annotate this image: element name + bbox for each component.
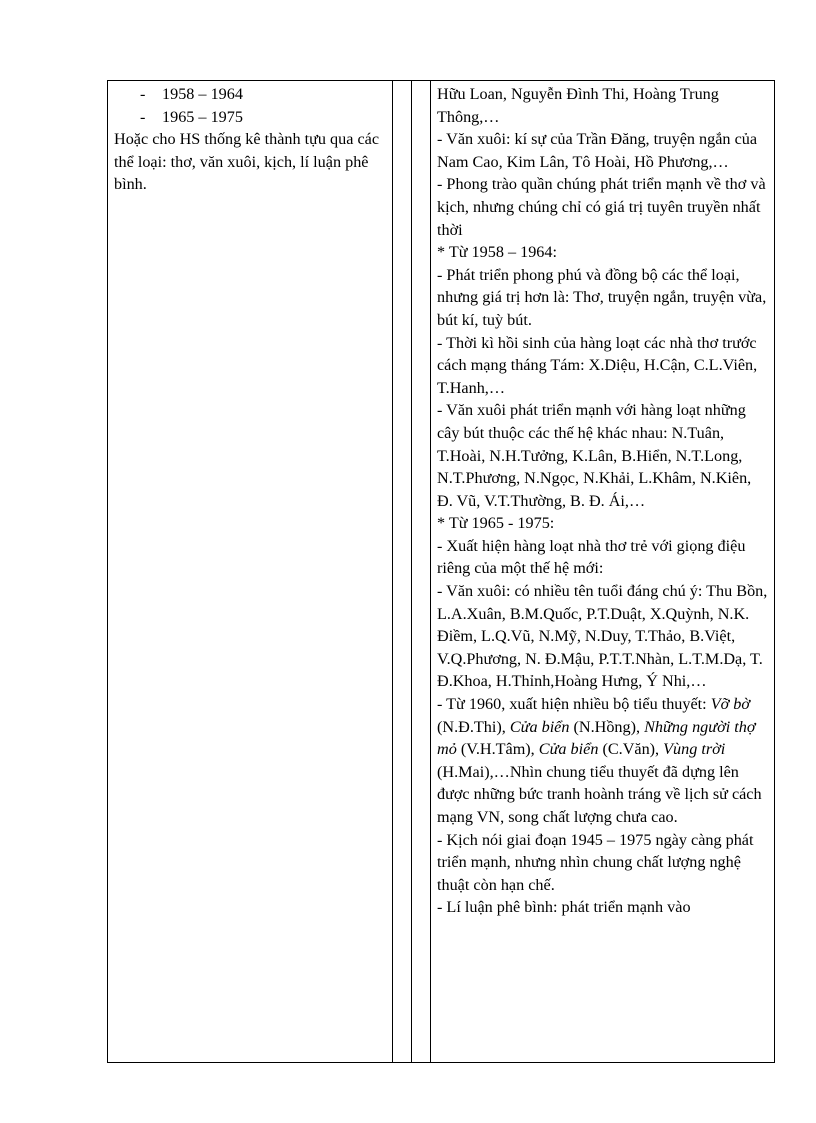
paragraph: - Phát triển phong phú và đồng bộ các thể loại, nhưng giá trị hơn là: Thơ, truyện ngắn, truyện vừa, bút kí, tuỳ bút. <box>437 265 767 329</box>
bullet-dash: - <box>140 107 146 126</box>
empty-cell <box>393 81 412 1063</box>
paragraph: Hữu Loan, Nguyễn Đình Thi, Hoàng Trung Thông,… <box>437 85 719 126</box>
work-title: Vùng trời <box>663 740 726 759</box>
period-item <box>114 83 386 106</box>
section-heading: * Từ 1958 – 1964: <box>437 243 557 262</box>
table-row <box>108 81 775 1063</box>
activity-cell <box>108 81 393 1063</box>
work-title: Những người thợ mỏ <box>437 717 756 759</box>
paragraph: - Văn xuôi: kí sự của Trần Đăng, truyện ngắn của Nam Cao, Kim Lân, Tô Hoài, Hồ Phương,… <box>437 130 758 171</box>
paragraph: - Phong trào quần chúng phát triển mạnh về thơ và kịch, nhưng chúng chỉ có giá trị tuyên truyền nhất thời <box>437 175 766 239</box>
text-run: (V.H.Tâm), <box>456 740 539 759</box>
lesson-table <box>107 80 775 1063</box>
paragraph: - Văn xuôi phát triển mạnh với hàng loạt những cây bút thuộc các thế hệ khác nhau: N.Tuân, T.Hoài, N.H.Tưởng, K.Lân, B.Hiển, N.T.Long, N.T.Phương, N.Ngọc, N.Khải, L.Khâm, N.Kiên, Đ. Vũ, V.T.Thường, B. Đ. Ái,… <box>437 401 752 510</box>
paragraph-novels <box>437 693 770 829</box>
work-title: Cửa biển <box>509 717 570 736</box>
paragraph: - Thời kì hồi sinh của hàng loạt các nhà thơ trước cách mạng tháng Tám: X.Diệu, H.Cận, C.L.Viên, T.Hanh,… <box>437 333 758 397</box>
work-title: Vỡ bờ <box>710 695 751 714</box>
text-run: (H.Mai),…Nhìn chung tiểu thuyết đã dựng lên được những bức tranh hoành tráng về lịch sử cách mạng VN, song chất lượng chưa cao. <box>437 762 762 826</box>
paragraph: - Lí luận phê bình: phát triển mạnh vào <box>437 898 691 917</box>
content-cell <box>431 81 775 1063</box>
empty-cell <box>412 81 431 1063</box>
period-label: 1958 – 1964 <box>162 85 243 103</box>
period-list <box>114 83 386 128</box>
paragraph: - Kịch nói giai đoạn 1945 – 1975 ngày càng phát triển mạnh, nhưng nhìn chung chất lượng nghệ thuật còn hạn chế. <box>437 830 754 894</box>
text-run: (N.Đ.Thi), <box>437 717 510 736</box>
period-item <box>114 106 386 129</box>
paragraph: - Xuất hiện hàng loạt nhà thơ trẻ với giọng điệu riêng của một thế hệ mới: <box>437 536 746 578</box>
paragraph: - Văn xuôi: có nhiều tên tuổi đáng chú ý: Thu Bồn, L.A.Xuân, B.M.Quốc, P.T.Duật, X.Quỳnh, N.K. Điềm, L.Q.Vũ, N.Mỹ, N.Duy, T.Thảo, B.Việt, V.Q.Phương, N. Đ.Mậu, P.T.T.Nhàn, L.T.M.Dạ, T. Đ.Khoa, H.Thỉnh,Hoàng Hưng, Ý Nhi,… <box>437 582 768 691</box>
instruction-text: Hoặc cho HS thống kê thành tựu qua các thể loại: thơ, văn xuôi, kịch, lí luận phê bình. <box>114 130 379 194</box>
text-run: (N.Hồng), <box>569 717 645 736</box>
text-run: (C.Văn), <box>598 740 664 759</box>
period-label: 1965 – 1975 <box>162 107 243 126</box>
section-heading: * Từ 1965 - 1975: <box>437 514 555 533</box>
bullet-dash: - <box>140 85 146 103</box>
work-title: Cửa biển <box>538 740 599 759</box>
text-run: - Từ 1960, xuất hiện nhiều bộ tiểu thuyết: <box>437 695 711 714</box>
